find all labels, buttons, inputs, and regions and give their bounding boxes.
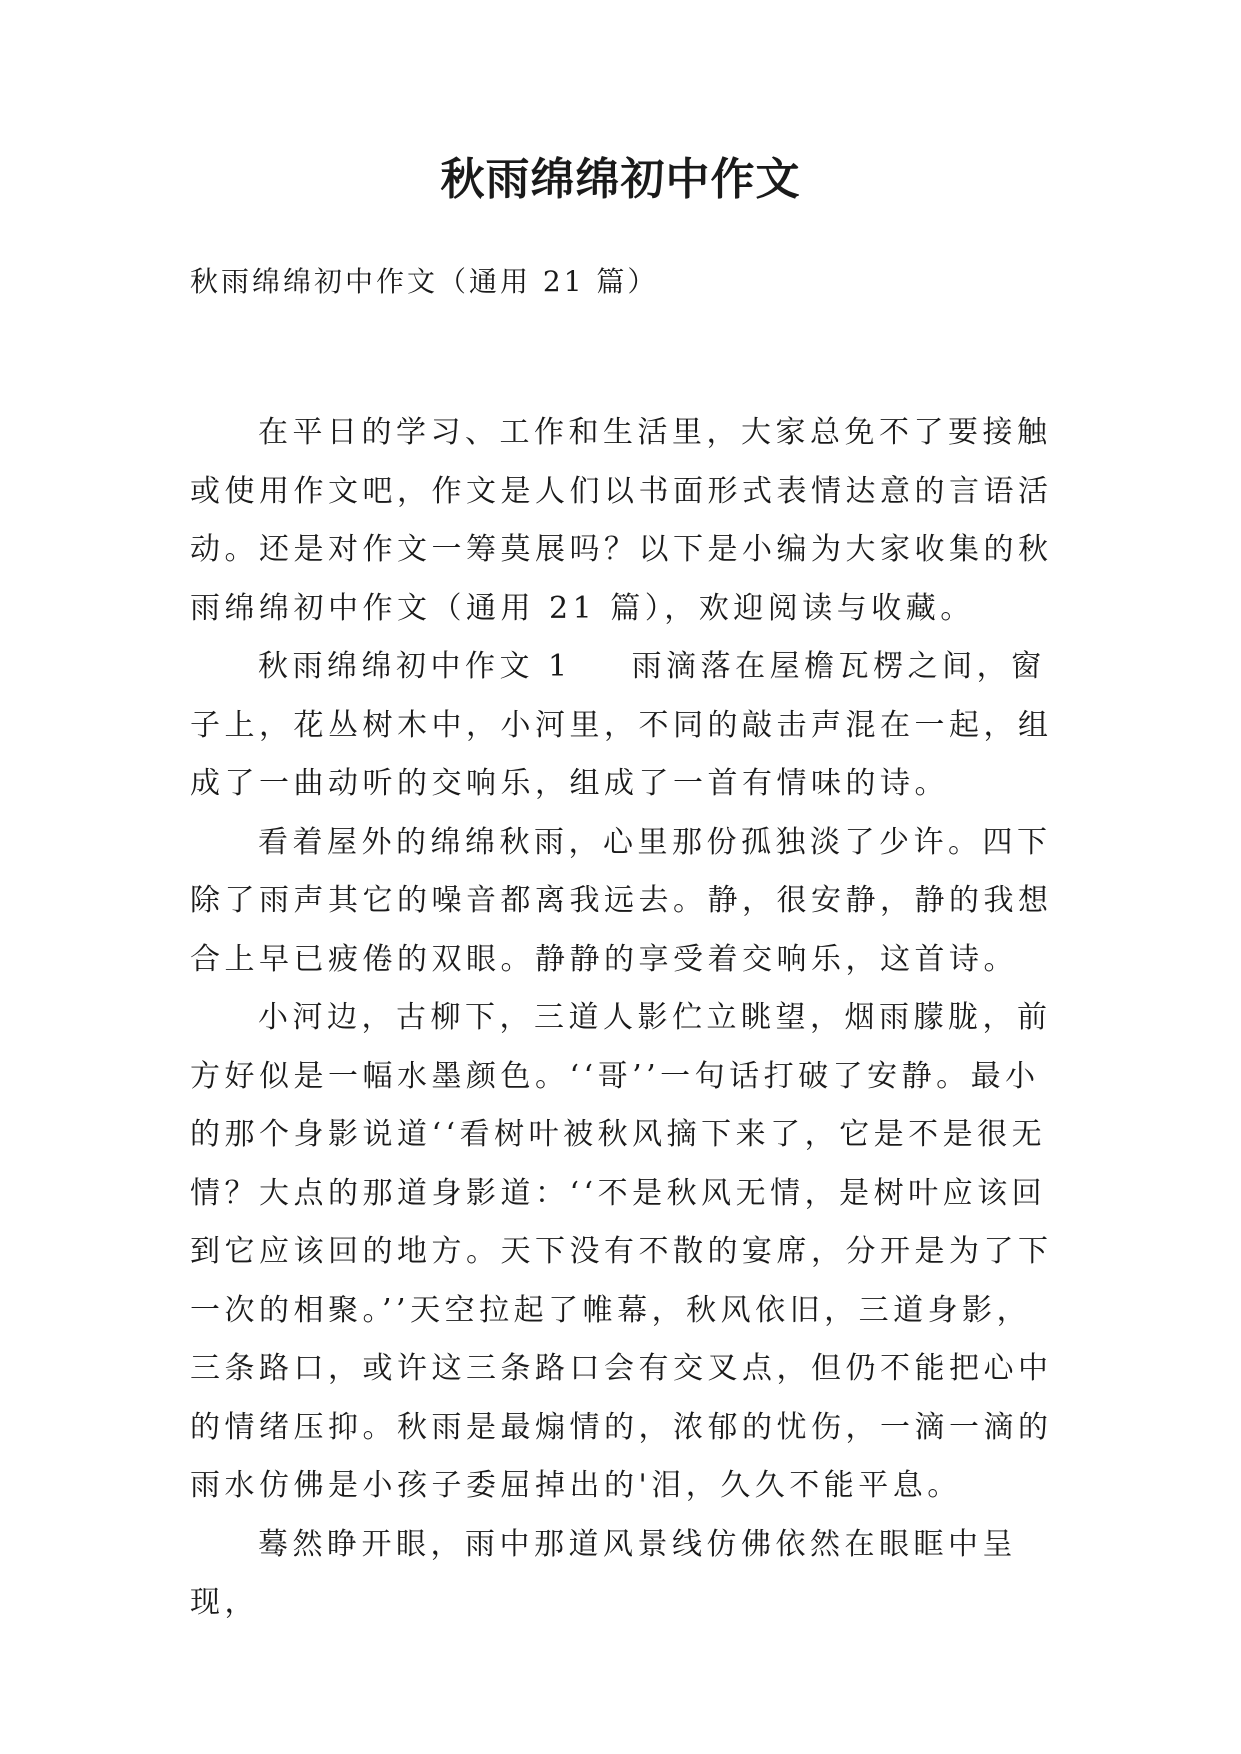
body-paragraph: 小河边，古柳下，三道人影伫立眺望，烟雨朦胧，前方好似是一幅水墨颜色。‘‘哥’’一句话打破了安静。最小的那个身影说道‘‘看树叶被秋风摘下来了，它是不是很无情？大点的那道身影道：‘‘不是秋风无情，是树叶应该回到它应该回的地方。天下没有不散的宴席，分开是为了下一次的相聚。’’天空拉起了帷幕，秋风依旧，三道身影，三条路口，或许这三条路口会有交叉点，但仍不能把心中的情绪压抑。秋雨是最煽情的，浓郁的忧伤，一滴一滴的雨水仿佛是小孩子委屈掉出的'泪，久久不能平息。 [190, 1000, 1053, 1503]
intro-paragraph: 在平日的学习、工作和生活里，大家总免不了要接触或使用作文吧，作文是人们以书面形式表情达意的言语活动。还是对作文一筹莫展吗？以下是小编为大家收集的秋雨绵绵初中作文（通用 21 篇），欢迎阅读与收藏。 [190, 415, 1053, 626]
chapter-paragraph [190, 638, 1060, 814]
chapter-first-text: 雨滴落在屋檐瓦楞之间，窗子上，花丛树木中，小河里，不同的敲击声混在一起，组成了一曲动听的交响乐，组成了一首有情味的诗。 [190, 649, 1053, 801]
body-paragraph: 看着屋外的绵绵秋雨，心里那份孤独淡了少许。四下除了雨声其它的噪音都离我远去。静，很安静，静的我想合上早已疲倦的双眼。静静的享受着交响乐，这首诗。 [190, 824, 1053, 977]
body-paragraph: 蓦然睁开眼，雨中那道风景线仿佛依然在眼眶中呈现， [190, 1526, 1017, 1620]
chapter-heading: 秋雨绵绵初中作文 1 [258, 649, 572, 684]
document-body [190, 404, 1060, 1633]
document-subtitle: 秋雨绵绵初中作文（通用 21 篇） [190, 265, 659, 298]
document-title: 秋雨绵绵初中作文 [440, 154, 801, 205]
